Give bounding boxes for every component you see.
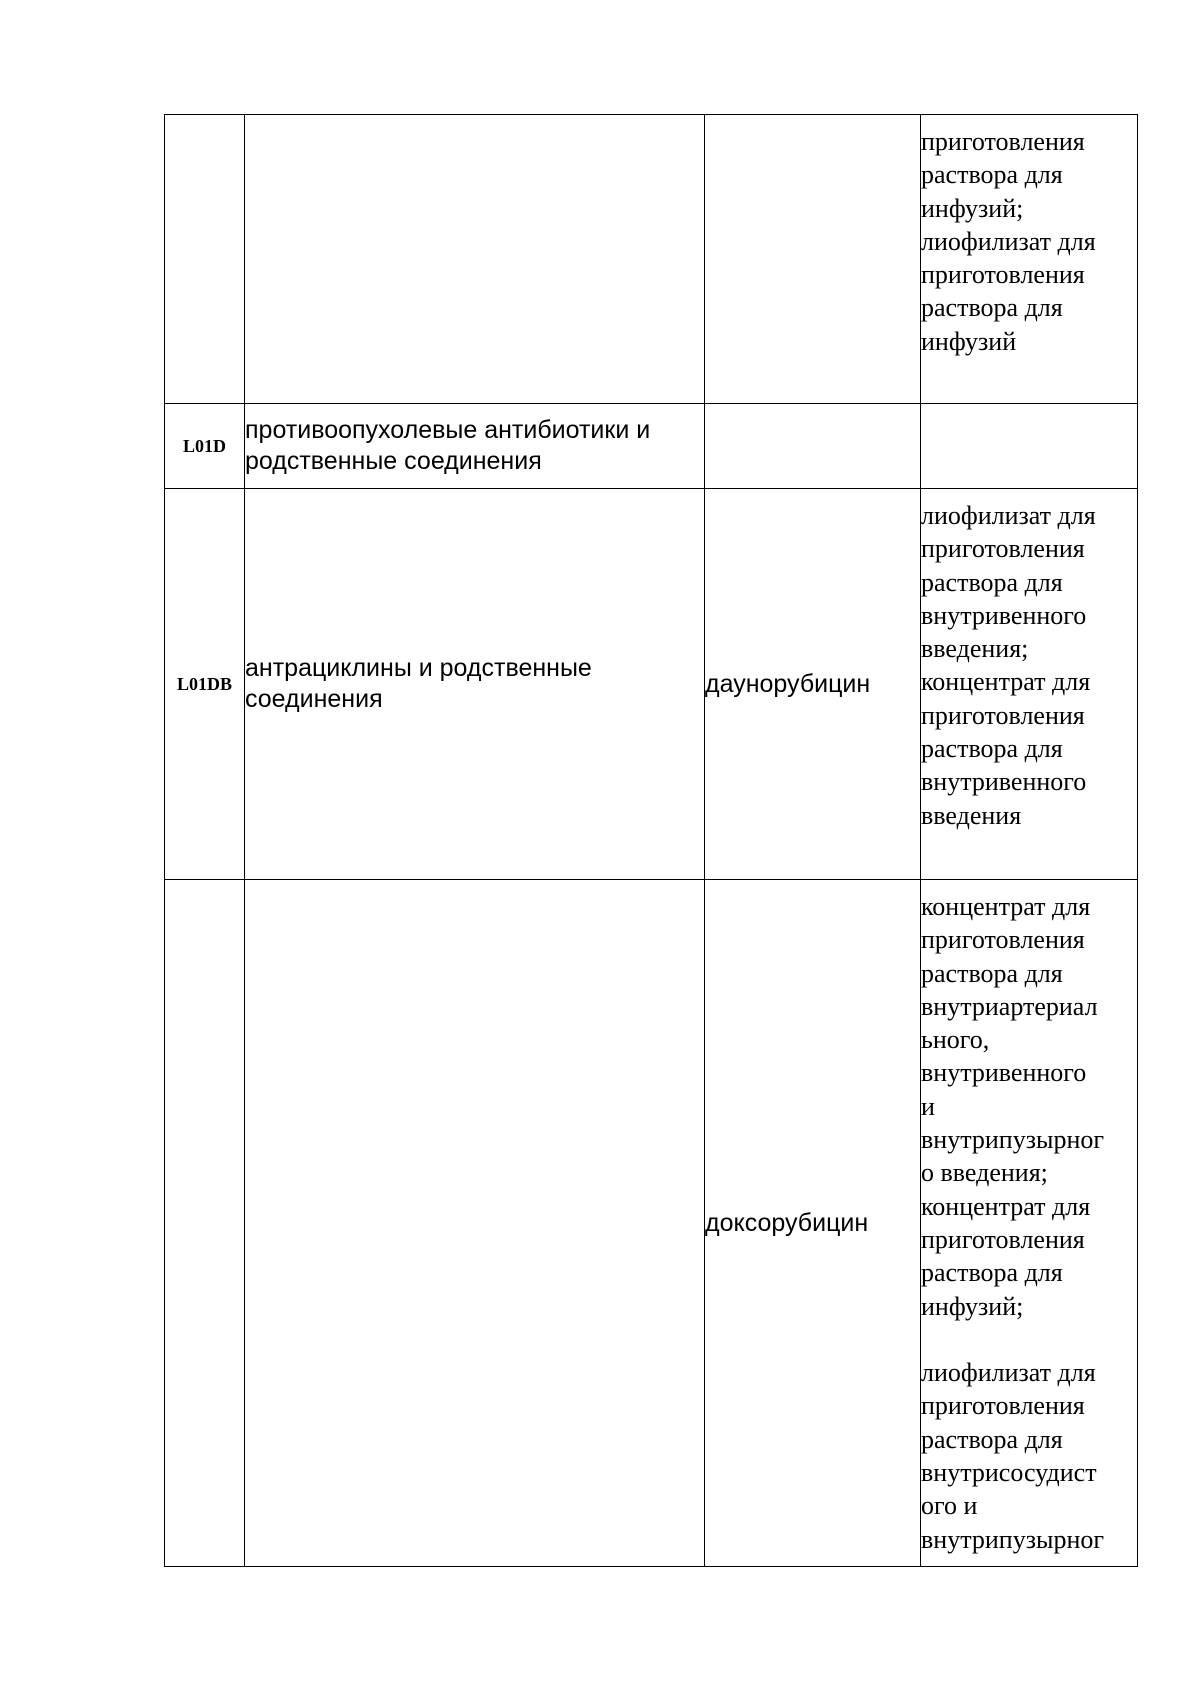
dosage-form-line: инфузий; [921,1291,1024,1321]
atc-code-cell [165,880,245,1567]
dosage-form-line: приготовления [921,700,1085,730]
dosage-form-line: раствора для [921,958,1063,988]
dosage-form-line: приготовления [921,1391,1085,1421]
dosage-form-line: ого и [921,1491,978,1521]
table-row [165,115,1138,404]
dosage-form-line: введения [921,800,1022,830]
dosage-form-cell [921,404,1138,489]
dosage-form-line: инфузий [921,326,1017,356]
dosage-form-line: лиофилизат для [921,501,1096,530]
dosage-form-line: и [921,1091,935,1121]
dosage-form-line: внутриартериал [921,991,1098,1021]
dosage-form-line: приготовления [921,1224,1085,1254]
dosage-form-line: внутривенного [921,1058,1087,1088]
dosage-form-line: внутрисосудист [921,1458,1097,1488]
dosage-form-line: внутрипузырног [921,1125,1105,1155]
dosage-form-spacer [921,1323,1137,1356]
atc-code-cell: L01DB [165,489,245,880]
drug-name-cell: даунорубицин [705,489,921,880]
atc-code-cell [165,115,245,404]
dosage-form-line: внутривенного [921,600,1087,630]
dosage-form-line: раствора для [921,1258,1063,1288]
drug-name-cell: доксорубицин [705,880,921,1567]
dosage-form-line: внутривенного [921,767,1087,797]
dosage-form-line: инфузий; [921,193,1024,223]
dosage-form-cell [921,489,1138,880]
atc-code-cell: L01D [165,404,245,489]
medication-table [164,114,1138,1567]
table-row [165,489,1138,880]
dosage-form-cell [921,115,1138,404]
dosage-form-line: лиофилизат для [921,226,1096,256]
dosage-form-line: внутрипузырног [921,1524,1105,1554]
dosage-form-line: концентрат для [921,892,1091,921]
group-name-cell [245,880,705,1567]
group-name-cell [245,115,705,404]
dosage-form-line: лиофилизат для [921,1358,1096,1388]
dosage-form-line: приготовления [921,534,1085,564]
dosage-form-line: раствора для [921,293,1063,323]
dosage-form-line: концентрат для [921,667,1091,697]
dosage-form-line: приготовления [921,260,1085,290]
dosage-form-line: раствора для [921,1424,1063,1454]
dosage-form-line: приготовления [921,127,1085,156]
dosage-form-line: о введения; [921,1158,1048,1188]
table-row [165,404,1138,489]
dosage-form-line: приготовления [921,925,1085,955]
dosage-form-line: раствора для [921,160,1063,190]
group-name-cell: антрациклины и родственные соединения [245,489,705,880]
table-row [165,880,1138,1567]
dosage-form-line: ьного, [921,1025,990,1055]
drug-name-cell [705,115,921,404]
dosage-form-line: раствора для [921,734,1063,764]
dosage-form-line: концентрат для [921,1191,1091,1221]
group-name-cell: противоопухолевые антибиотики и родственные соединения [245,404,705,489]
dosage-form-line: раствора для [921,567,1063,597]
dosage-form-cell [921,880,1138,1567]
drug-name-cell [705,404,921,489]
dosage-form-line: введения; [921,634,1029,664]
